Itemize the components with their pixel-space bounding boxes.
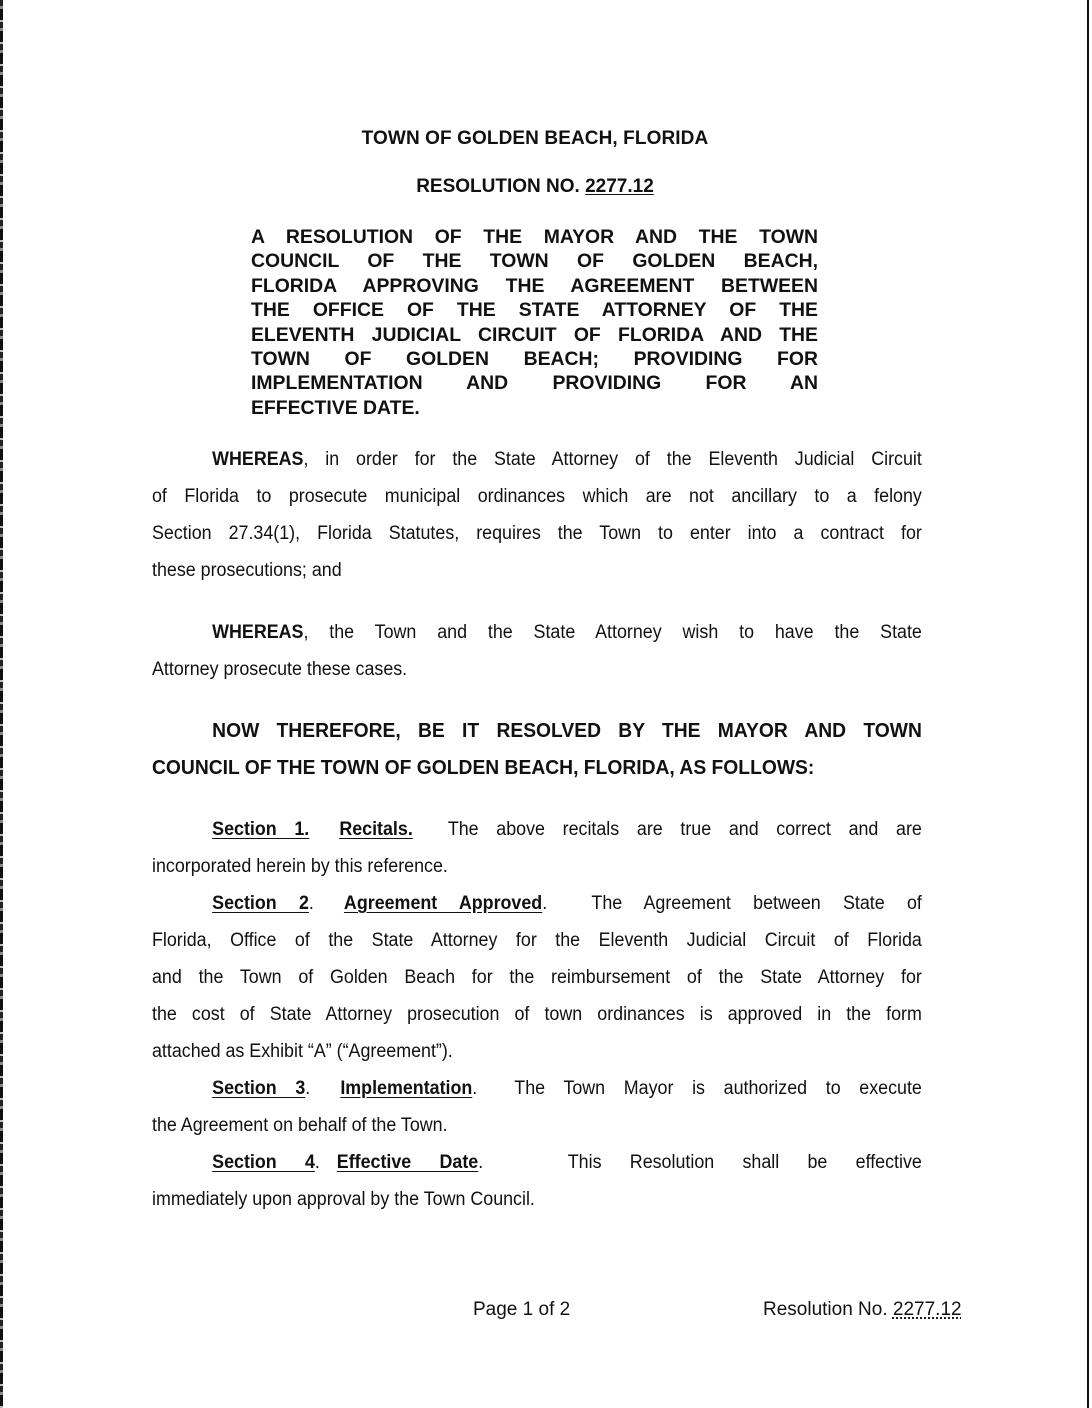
resolved-line: NOW THEREFORE, BE IT RESOLVED BY THE MAYOR AND TOWN — [212, 719, 922, 742]
footer-resolution-number: 2277.12 — [892, 1299, 962, 1320]
scan-edge-left — [0, 0, 3, 1408]
section-4: Section 4. Effective Date. This Resolution shall be effective immediately upon approval by the Town Council. — [152, 1144, 876, 1218]
caption-line: COUNCIL OF THE TOWN OF GOLDEN BEACH, — [251, 250, 818, 273]
section-line: The above recitals are true and correct and are — [447, 819, 922, 840]
section-label: Section 3 — [212, 1078, 306, 1099]
section-line: the cost of State Attorney prosecution of town ordinances is approved in the form — [152, 1004, 922, 1025]
section-line: attached as Exhibit “A” (“Agreement”). — [152, 1041, 453, 1062]
section-label: Section 4 — [212, 1152, 315, 1173]
section-line: The Town Mayor is authorized to execute — [514, 1078, 922, 1099]
whereas-lead: WHEREAS — [212, 622, 304, 643]
resolved-line: COUNCIL OF THE TOWN OF GOLDEN BEACH, FLORIDA, AS FOLLOWS: — [152, 756, 815, 779]
paragraph-line: , in order for the State Attorney of the Eleventh Judicial Circuit — [303, 449, 922, 470]
caption-line: EFFECTIVE DATE. — [251, 396, 420, 419]
whereas-lead: WHEREAS — [212, 449, 304, 470]
section-line: the Agreement on behalf of the Town. — [152, 1115, 448, 1136]
resolution-caption — [251, 225, 818, 420]
section-2: Section 2. Agreement Approved. The Agreement between State of Florida, Office of the State Attorney for the Eleventh Judicial Circuit of Florida and the Town of Golden Beach for the reimbursement of the State Attorney for the cost of State Attorney prosecution of town ordinances is approved in the form attached as Exhibit “A” (“Agreement”). — [152, 885, 876, 1070]
scan-edge-right — [1087, 0, 1089, 1408]
caption-line: A RESOLUTION OF THE MAYOR AND THE TOWN — [251, 226, 818, 248]
paragraph-line: of Florida to prosecute municipal ordinances which are not ancillary to a felony — [152, 486, 922, 507]
caption-line: IMPLEMENTATION AND PROVIDING FOR AN — [251, 372, 818, 395]
section-line: incorporated herein by this reference. — [152, 856, 448, 877]
section-title: Effective Date — [336, 1152, 479, 1173]
section-line: This Resolution shall be effective — [567, 1152, 922, 1173]
page-number: Page 1 of 2 — [473, 1299, 571, 1320]
resolution-heading — [0, 176, 1070, 198]
paragraph-line: , the Town and the State Attorney wish to have the State — [303, 622, 922, 643]
section-line: and the Town of Golden Beach for the reimbursement of the State Attorney for — [152, 967, 922, 988]
footer-resolution — [763, 1299, 962, 1321]
section-1 — [152, 811, 922, 885]
paragraph-line: Attorney prosecute these cases. — [152, 659, 408, 680]
section-title: Agreement Approved — [343, 893, 543, 914]
resolved-clause — [152, 712, 922, 786]
footer-resolution-label: Resolution No. — [763, 1299, 888, 1320]
section-title: Implementation — [340, 1078, 473, 1099]
caption-line: ELEVENTH JUDICIAL CIRCUIT OF FLORIDA AND THE — [251, 323, 818, 346]
page-title: TOWN OF GOLDEN BEACH, FLORIDA — [361, 128, 709, 149]
section-line: The Agreement between State of — [591, 893, 922, 914]
section-line: Florida, Office of the State Attorney for the Eleventh Judicial Circuit of Florida — [152, 930, 922, 951]
caption-line: TOWN OF GOLDEN BEACH; PROVIDING FOR — [251, 348, 818, 371]
section-line: immediately upon approval by the Town Council. — [152, 1189, 535, 1210]
resolution-label: RESOLUTION NO. — [416, 176, 580, 197]
resolution-number: 2277.12 — [585, 176, 654, 197]
caption-line: FLORIDA APPROVING THE AGREEMENT BETWEEN — [251, 274, 818, 297]
section-title: Recitals. — [339, 819, 413, 840]
section-label: Section 2 — [212, 893, 309, 914]
section-label: Section 1. — [212, 819, 310, 840]
caption-line: THE OFFICE OF THE STATE ATTORNEY OF THE — [251, 299, 818, 322]
section-3: Section 3. Implementation. The Town Mayor is authorized to execute the Agreement on behalf of the Town. — [152, 1070, 876, 1144]
paragraph-line: these prosecutions; and — [152, 560, 342, 581]
paragraph-line: Section 27.34(1), Florida Statutes, requires the Town to enter into a contract for — [152, 523, 922, 544]
whereas-paragraph-2 — [152, 614, 922, 688]
whereas-paragraph-1 — [152, 441, 922, 589]
